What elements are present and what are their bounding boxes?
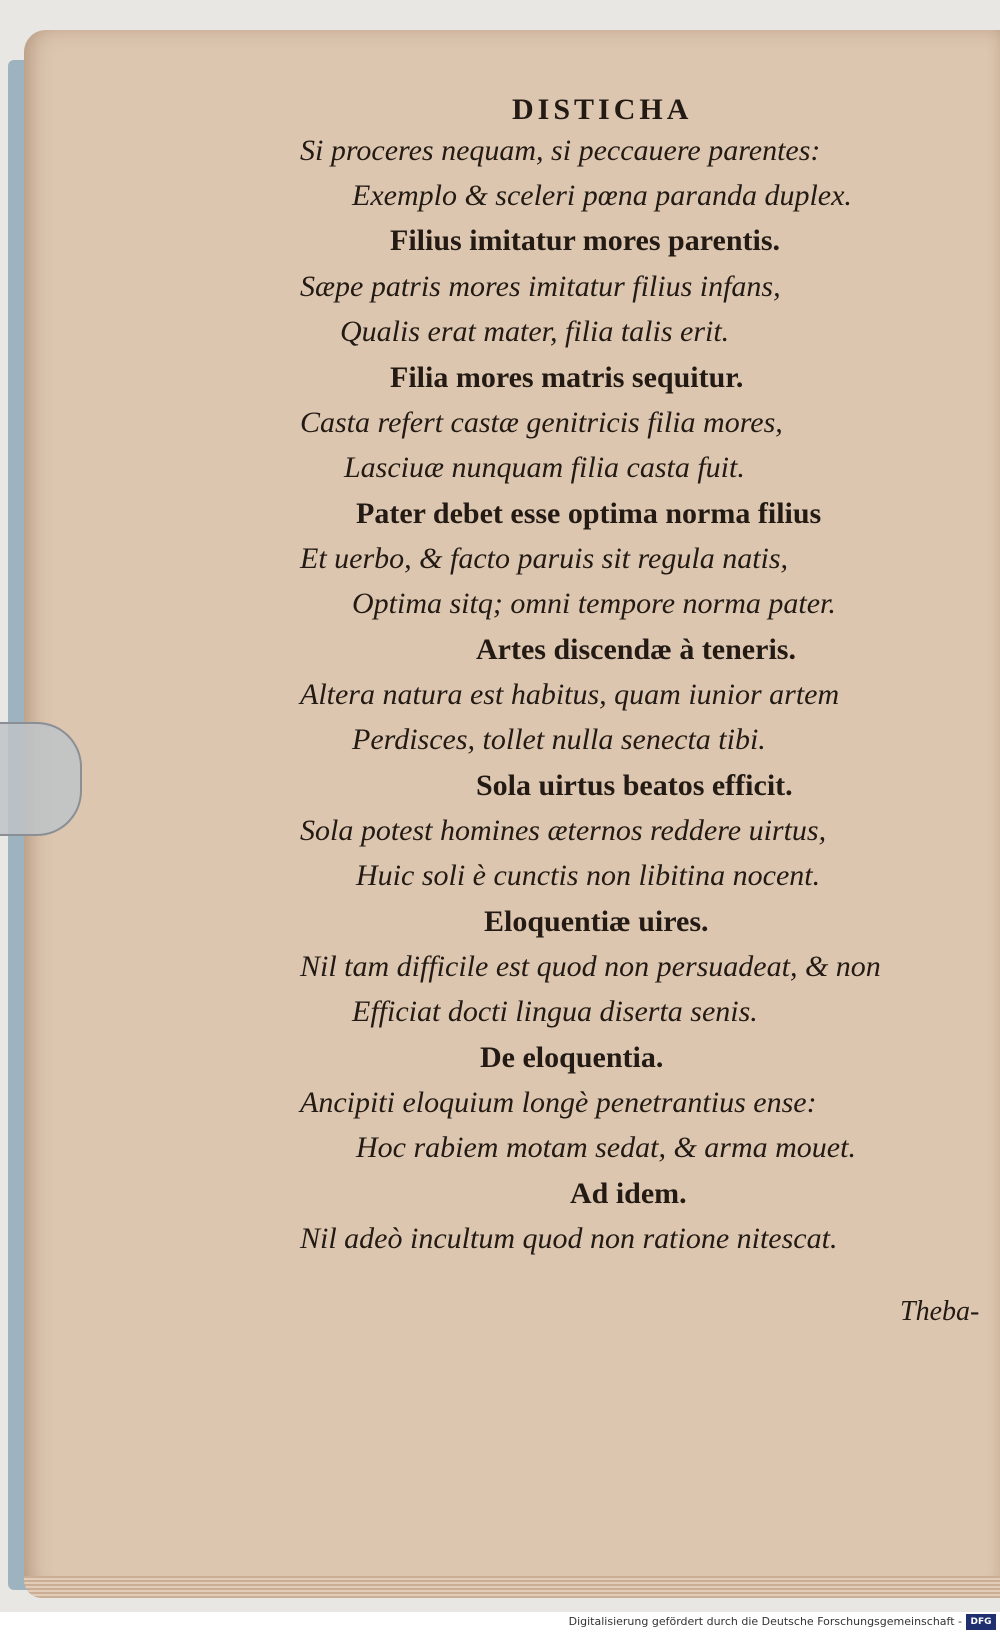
text-line: Nil tam difficile est quod non persuadeat, & non bbox=[300, 950, 881, 983]
section-heading: Filius imitatur mores parentis. bbox=[390, 224, 780, 257]
section-heading: Artes discendæ à teneris. bbox=[476, 633, 796, 666]
section-heading: Eloquentiæ uires. bbox=[484, 905, 709, 938]
text-line: Et uerbo, & facto paruis sit regula natis, bbox=[300, 542, 789, 575]
text-line: Casta refert castæ genitricis filia mores, bbox=[300, 406, 783, 439]
text-line: Ancipiti eloquium longè penetrantius ense: bbox=[300, 1086, 817, 1119]
text-line: Huic soli è cunctis non libitina nocent. bbox=[356, 859, 821, 892]
text-line: Sæpe patris mores imitatur filius infans, bbox=[300, 270, 781, 303]
footer-bar bbox=[0, 1612, 1000, 1633]
running-head: DISTICHA bbox=[512, 93, 693, 126]
section-heading: Filia mores matris sequitur. bbox=[390, 361, 744, 394]
section-heading: De eloquentia. bbox=[480, 1041, 664, 1074]
text-line: Sola potest homines æternos reddere uirtus, bbox=[300, 814, 827, 847]
dfg-logo: DFG bbox=[966, 1614, 996, 1630]
catchword: Theba- bbox=[900, 1296, 980, 1327]
text-line: Efficiat docti lingua diserta senis. bbox=[352, 995, 758, 1028]
section-heading: Sola uirtus beatos efficit. bbox=[476, 769, 793, 802]
text-line: Perdisces, tollet nulla senecta tibi. bbox=[352, 723, 766, 756]
funding-credit: Digitalisierung gefördert durch die Deutsche Forschungsgemeinschaft - bbox=[568, 1615, 962, 1628]
text-line: Nil adeò incultum quod non ratione nitescat. bbox=[300, 1222, 838, 1255]
text-line: Qualis erat mater, filia talis erit. bbox=[340, 315, 730, 348]
text-line: Si proceres nequam, si peccauere parentes: bbox=[300, 134, 821, 167]
text-line: Optima sitq; omni tempore norma pater. bbox=[352, 587, 836, 620]
text-line: Lasciuæ nunquam filia casta fuit. bbox=[344, 451, 745, 484]
text-line: Altera natura est habitus, quam iunior artem bbox=[300, 678, 840, 711]
section-heading: Ad idem. bbox=[570, 1177, 687, 1210]
section-heading: Pater debet esse optima norma filius bbox=[356, 497, 822, 530]
text-line: Exemplo & sceleri pœna paranda duplex. bbox=[352, 179, 852, 212]
text-line: Hoc rabiem motam sedat, & arma mouet. bbox=[356, 1131, 856, 1164]
